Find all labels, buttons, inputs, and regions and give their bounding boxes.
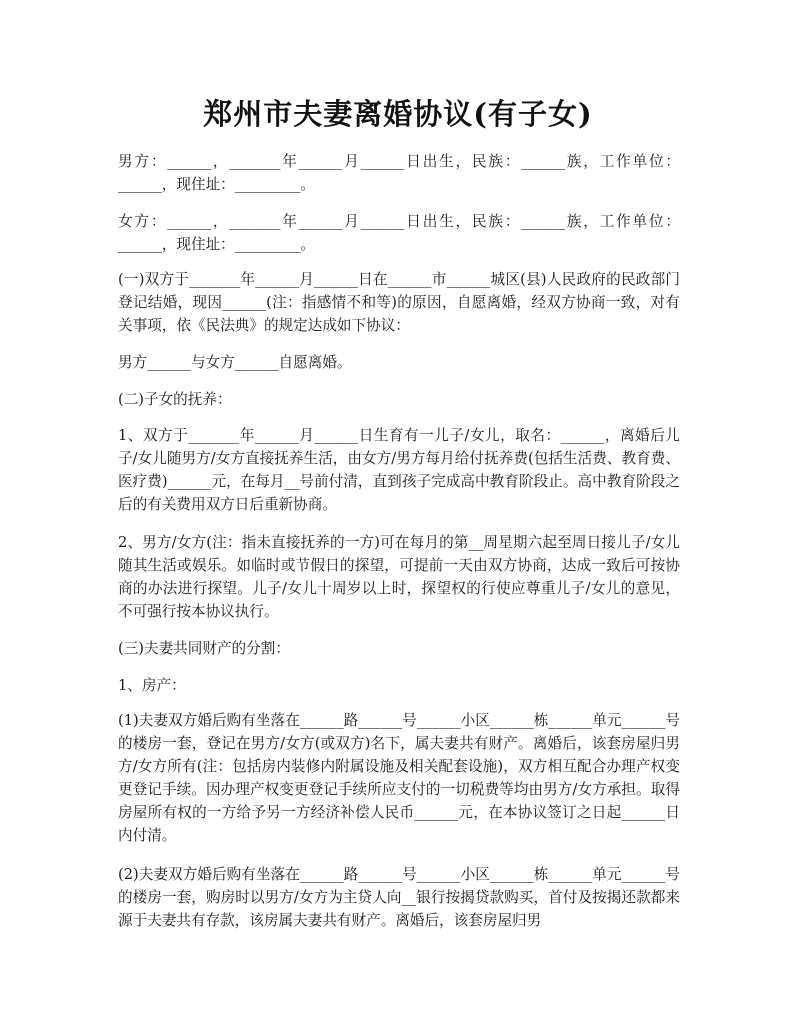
- paragraph-child-custody: 1、双方于_______年______月______日生育有一儿子/女儿，取名：______，离婚后儿子/女儿随男方/女方直接抚养生活，由女方/男方每月给付抚养费(包括生活费、教育费、医疗费)______元，在每月__号前付清，直到孩子完成高中教育阶段止。高中教育阶段之后的有关费用双方日后重新协商。: [118, 427, 680, 513]
- paragraph-visitation: 2、男方/女方(注：指未直接抚养的一方)可在每月的第__周星期六起至周日接儿子/女儿随其生活或娱乐。如临时或节假日的探望，可提前一天由双方协商，达成一致后可按协商的办法进行探望。儿子/女儿十周岁以上时，探望权的行使应尊重儿子/女儿的意见，不可强行按本协议执行。: [118, 534, 680, 620]
- paragraph-section-2-heading: (二)子女的抚养：: [118, 391, 232, 408]
- paragraph-property-heading: 1、房产：: [118, 677, 186, 694]
- paragraph-section-1: (一)双方于_______年______月______日在______市______城区(县)人民政府的民政部门登记结婚，现因______(注：指感情不和等)的原因，自愿离婚，经双方协商一致，对有关事项，依《民法典》的规定达成如下协议：: [118, 271, 680, 334]
- paragraph-divorce-statement: 男方______与女方______自愿离婚。: [118, 354, 352, 371]
- document-title: 郑州市夫妻离婚协议(有子女): [203, 97, 593, 131]
- paragraph-husband-info: 男方：______，_______年______月______日出生，民族：______族，工作单位：______，现住址：_________。: [118, 153, 680, 193]
- paragraph-property-1: (1)夫妻双方婚后购有坐落在______路______号______小区______栋______单元______号的楼房一套，登记在男方/女方(或双方)名下，属夫妻共有财产。离婚后，该套房屋归男方/女方所有(注：包括房内装修内附属设施及相关配套设施)，双方相互配合办理产权变更登记手续。因办理产权变更登记手续所应支付的一切税费等均由男方/女方承担。取得房屋所有权的一方给予另一方经济补偿人民币______元，在本协议签订之日起______日内付清。: [118, 712, 680, 844]
- paragraph-wife-info: 女方：______，_______年______月______日出生，民族：______族，工作单位：______，现住址：_________。: [118, 213, 680, 253]
- paragraph-property-2: (2)夫妻双方婚后购有坐落在______路______号______小区______栋______单元______号的楼房一套，购房时以男方/女方为主贷人向__银行按揭贷款购买，首付及按揭还款都来源于夫妻共有存款，该房属夫妻共有财产。离婚后，该套房屋归男: [118, 866, 680, 929]
- paragraph-section-3-heading: (三)夫妻共同财产的分割：: [118, 640, 290, 657]
